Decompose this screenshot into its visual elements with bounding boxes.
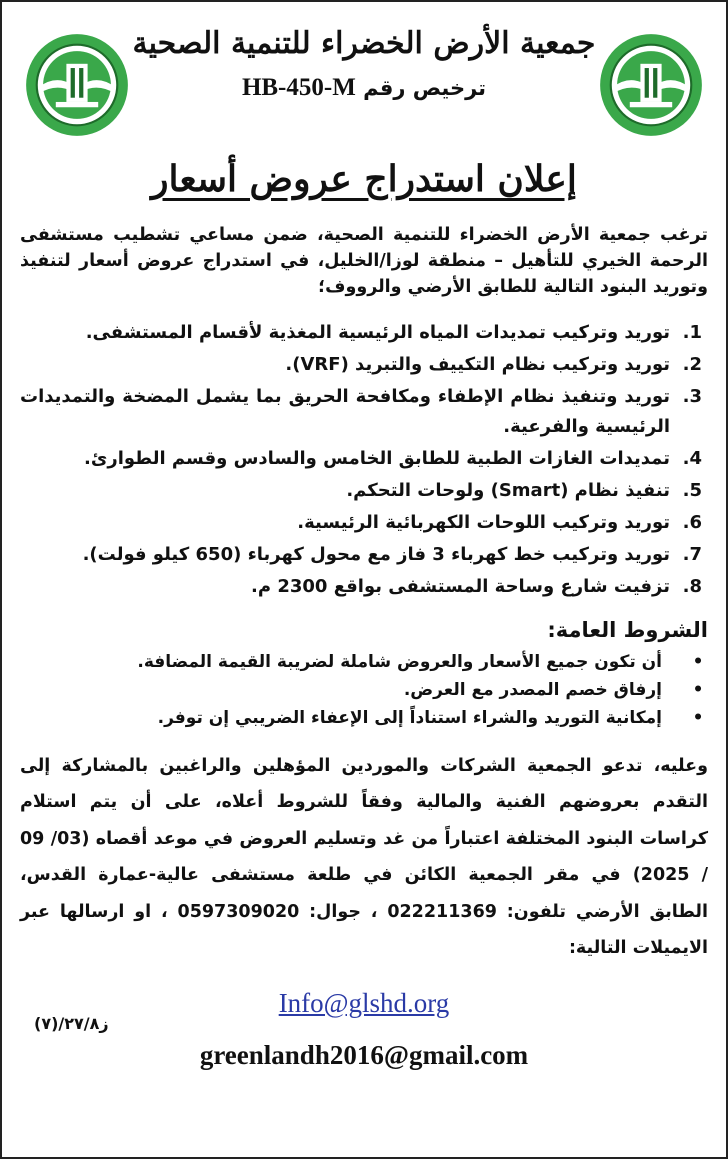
license-number: HB-450-M (241, 74, 356, 101)
reference-number: ز٢٧/٨/(٧) (34, 1014, 109, 1033)
header (20, 16, 708, 146)
organization-logo-right (598, 32, 704, 138)
items-list (20, 318, 708, 602)
license-label: ترخيص رقم (363, 76, 487, 100)
terms-title: الشروط العامة: (547, 617, 708, 642)
list-item: 5. تنفيذ نظام (Smart) ولوحات التحكم. (346, 479, 702, 501)
terms-item: • إرفاق خصم المصدر مع العرض. (20, 676, 662, 704)
list-item: 3. توريد وتنفيذ نظام الإطفاء ومكافحة الحريق بما يشمل المضخة والتمديدات الرئيسية والفرعية. (20, 385, 702, 437)
intro-paragraph: ترغب جمعية الأرض الخضراء للتنمية الصحية، ضمن مساعي تشطيب مستشفى الرحمة الخيري للتأهيل – منطقة لوزا/الخليل، في استدراج عروض أسعار لتنفيذ وتوريد البنود التالية للطابق الأرضي والرووف؛ (20, 225, 708, 297)
list-item: 6. توريد وتركيب اللوحات الكهربائية الرئيسية. (297, 511, 702, 533)
list-item: 8. تزفيت شارع وساحة المستشفى بواقع 2300 م. (251, 575, 702, 597)
info-email-link[interactable]: Info@glshd.org (278, 988, 450, 1018)
list-item: 2. توريد وتركيب نظام التكييف والتبريد (VRF). (285, 353, 702, 375)
terms-item: • أن تكون جميع الأسعار والعروض شاملة لضريبة القيمة المضافة. (20, 648, 662, 676)
organization-logo-left (24, 32, 130, 138)
list-item: 4. تمديدات الغازات الطبية للطابق الخامس والسادس وقسم الطوارئ. (84, 447, 702, 469)
advertisement-title: إعلان استدراج عروض أسعار (151, 158, 577, 200)
closing-paragraph: وعليه، تدعو الجمعية الشركات والموردين المؤهلين والراغبين بالمشاركة إلى التقدم بعروضهم الفنية والمالية وفقاً للشروط أعلاه، على أن يتم استلام كراسات البنود المختلفة اعتباراً من غد وتسليم العروض في موعد أقصاه (03/ 09 / 2025) في مقر الجمعية الكائن في طلعة مستشفى عالية-عمارة القدس، الطابق الأرضي تلفون: 022211369 ، جوال: 0597309020 ، او ارسالها عبر الايميلات التالية: (20, 755, 708, 958)
terms-item: • إمكانية التوريد والشراء استناداً إلى الإعفاء الضريبي إن توفر. (20, 704, 662, 732)
terms-list (20, 648, 708, 732)
footer (20, 984, 708, 1084)
list-item: 7. توريد وتركيب خط كهرباء 3 فاز مع محول كهرباء (650 كيلو فولت). (82, 543, 702, 565)
list-item: 1. توريد وتركيب تمديدات المياه الرئيسية المغذية لأقسام المستشفى. (85, 321, 702, 343)
gmail-email: greenlandh2016@gmail.com (199, 1040, 529, 1070)
organization-name: جمعية الأرض الخضراء للتنمية الصحية (132, 26, 596, 61)
